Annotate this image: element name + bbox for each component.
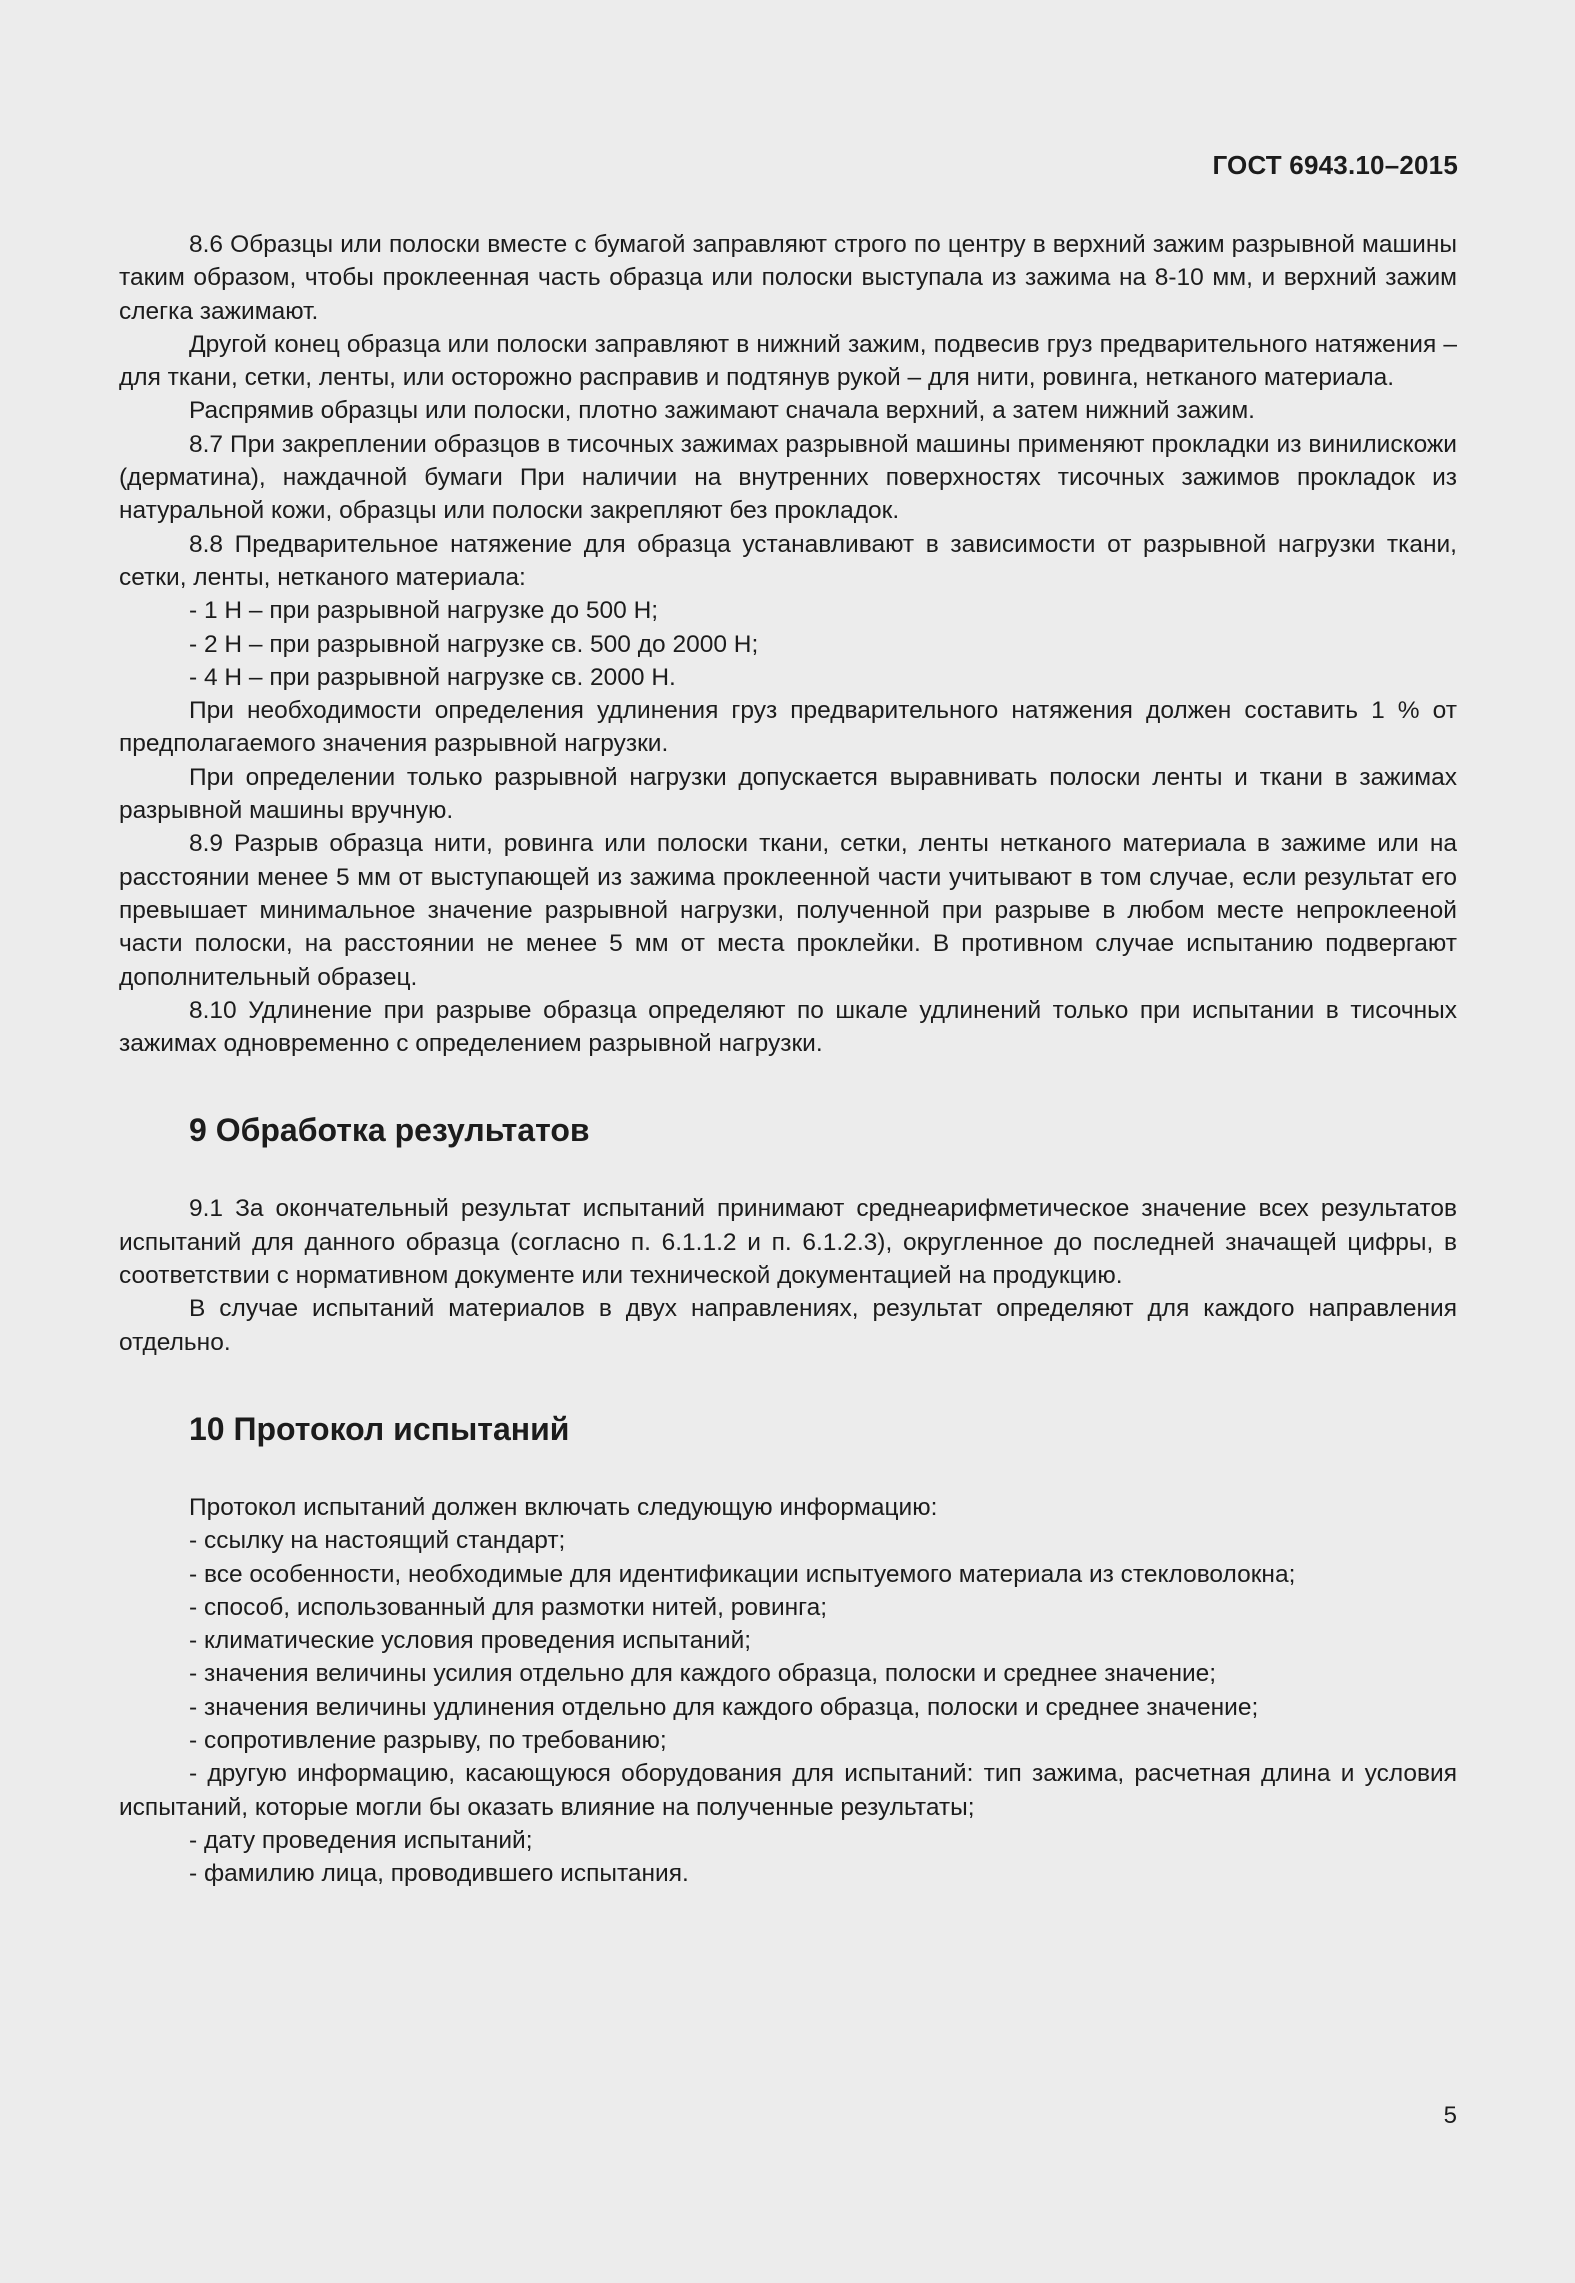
paragraph-8-8-c: При определении только разрывной нагрузки допускается выравнивать полоски ленты и ткани в зажимах разрывной машины вручную. xyxy=(119,763,1457,825)
list-item: - способ, использованный для размотки нитей, ровинга; xyxy=(189,1593,828,1621)
paragraph-8-8-b: При необходимости определения удлинения груз предварительного натяжения должен составить 1 % от предполагаемого значения разрывной нагрузки. xyxy=(119,697,1457,758)
list-item-other-info: - другую информацию, касающуюся оборудования для испытаний: тип зажима, расчетная длина и условия испытаний, которые могли бы оказать влияние на полученные результаты; xyxy=(119,1760,1457,1821)
paragraph-8-6: 8.6 Образцы или полоски вместе с бумагой заправляют строго по центру в верхний зажим разрывной машины таким образом, чтобы проклеенная часть образца или полоски выступала из зажима на 8-10 мм, и верхний зажим слегка зажимают. xyxy=(119,231,1457,325)
list-item: - ссылку на настоящий стандарт; xyxy=(189,1527,566,1555)
paragraph-10-intro: Протокол испытаний должен включать следующую информацию: xyxy=(189,1493,938,1521)
paragraph-9-1: 9.1 За окончательный результат испытаний принимают среднеарифметическое значение всех результатов испытаний для данного образца (согласно п. 6.1.1.2 и п. 6.1.2.3), округленное до последней значащей цифры, в соответствии с нормативном документе или технической документацией на продукцию. xyxy=(119,1195,1457,1290)
list-item: - значения величины удлинения отдельно для каждого образца, полоски и среднее значение; xyxy=(189,1693,1259,1721)
paragraph-8-10: 8.10 Удлинение при разрыве образца определяют по шкале удлинений только при испытании в тисочных зажимах одновременно с определением разрывной нагрузки. xyxy=(119,996,1457,1058)
list-item: - 4 Н – при разрывной нагрузке св. 2000 Н. xyxy=(189,663,676,691)
document-body xyxy=(119,228,1457,1890)
paragraph-8-6-c: Распрямив образцы или полоски, плотно зажимают сначала верхний, а затем нижний зажим. xyxy=(189,397,1255,425)
paragraph-8-8: 8.8 Предварительное натяжение для образца устанавливают в зависимости от разрывной нагрузки ткани, сетки, ленты, нетканого материала: xyxy=(119,530,1457,591)
paragraph-8-9: 8.9 Разрыв образца нити, ровинга или полоски ткани, сетки, ленты нетканого материала в зажиме или на расстоянии менее 5 мм от выступающей из зажима проклеенной части учитывают в том случае, если результат его превышает минимальное значение разрывной нагрузки, полученной при разрыве в любом месте непроклееной части полоски, на расстоянии не менее 5 мм от места проклейки. В противном случае испытанию подвергают дополнительный образец. xyxy=(119,830,1457,991)
list-item: - фамилию лица, проводившего испытания. xyxy=(189,1860,689,1888)
list-item: - значения величины усилия отдельно для каждого образца, полоски и среднее значение; xyxy=(189,1660,1217,1688)
list-item: - все особенности, необходимые для идентификации испытуемого материала из стекловолокна; xyxy=(189,1560,1296,1588)
list-item: - климатические условия проведения испытаний; xyxy=(189,1627,752,1655)
list-item: - 1 Н – при разрывной нагрузке до 500 Н; xyxy=(189,597,659,625)
section-9-heading: 9 Обработка результатов xyxy=(189,1112,590,1149)
list-item: - 2 Н – при разрывной нагрузке св. 500 до 2000 Н; xyxy=(189,630,759,658)
section-10-heading: 10 Протокол испытаний xyxy=(189,1410,570,1447)
paragraph-8-6-b: Другой конец образца или полоски заправляют в нижний зажим, подвесив груз предварительного натяжения – для ткани, сетки, ленты, или осторожно расправив и подтянув рукой – для нити, ровинга, нетканого материала. xyxy=(119,330,1457,392)
list-item: - дату проведения испытаний; xyxy=(189,1826,533,1854)
paragraph-9-1-b: В случае испытаний материалов в двух направлениях, результат определяют для каждого направления отдельно. xyxy=(119,1295,1457,1356)
list-item: - сопротивление разрыву, по требованию; xyxy=(189,1726,667,1754)
paragraph-8-7: 8.7 При закреплении образцов в тисочных зажимах разрывной машины применяют прокладки из винилискожи (дерматина), наждачной бумаги При наличии на внутренних поверхностях тисочных зажимов прокладок из натуральной кожи, образцы или полоски закрепляют без прокладок. xyxy=(119,430,1457,525)
page-number: 5 xyxy=(1443,2102,1457,2129)
document-header: ГОСТ 6943.10–2015 xyxy=(1212,150,1458,180)
